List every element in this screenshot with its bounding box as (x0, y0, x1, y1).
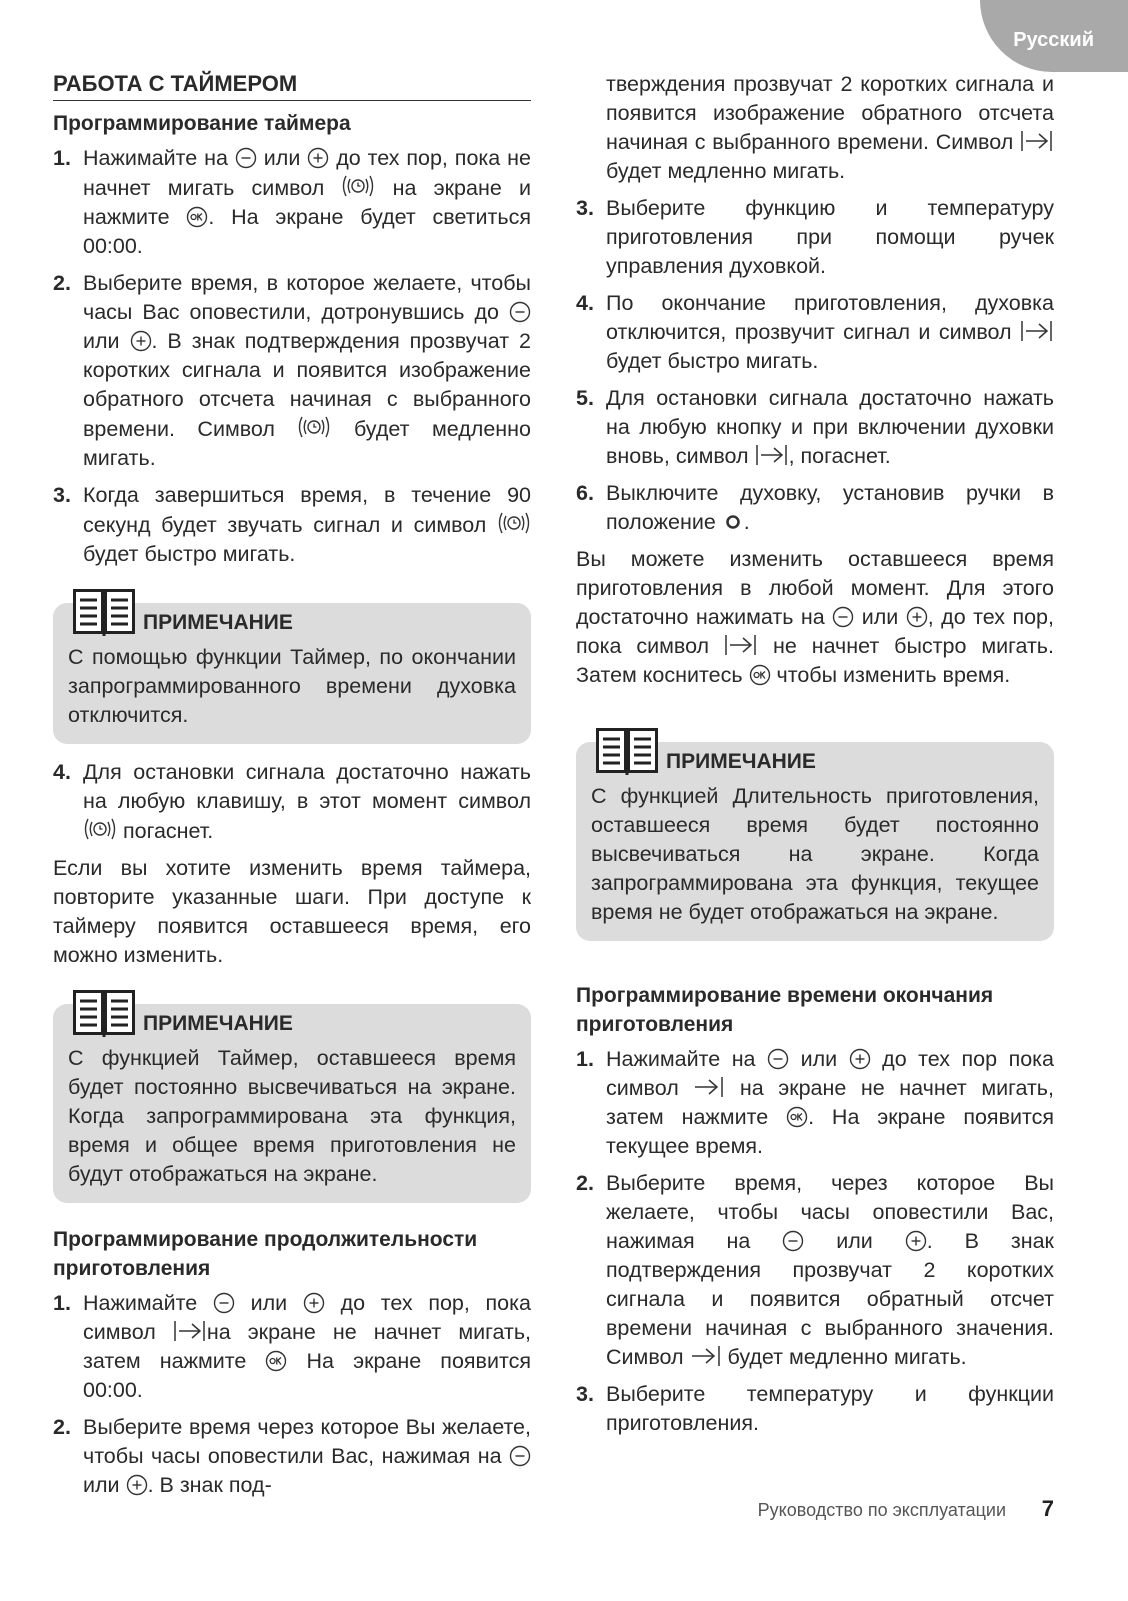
book-icon (596, 728, 658, 776)
subheading-end-time: Программирование времени окончания приготовления (576, 984, 994, 1036)
footer-manual-title: Руководство по эксплуатации (757, 1500, 1006, 1520)
duration-icon (1020, 320, 1054, 344)
item-number: 4. (53, 760, 71, 784)
list-item (576, 194, 1054, 281)
text: Для остановки сигнала достаточно нажать на любую кнопку и при включении духовки вновь, символ (606, 386, 1054, 468)
duration-icon (1020, 130, 1054, 154)
ok-icon (265, 1349, 287, 1373)
note-box (53, 603, 531, 744)
paragraph (576, 545, 1054, 690)
item-number: 3. (53, 483, 71, 507)
text: Нажимайте (83, 1291, 198, 1315)
text: . На экране появится текущее время. (606, 1105, 1054, 1158)
item-number: 5. (576, 386, 594, 410)
text: до тех пор пока символ (606, 1047, 1055, 1100)
text: будет медленно мигать. (83, 417, 531, 470)
end-time-steps (576, 1045, 1054, 1438)
minus-icon (235, 146, 257, 170)
text: погаснет. (122, 819, 214, 843)
plus-icon (303, 1291, 325, 1315)
note-text: С функцией Длительность приготовления, оставшееся время будет постоянно высвечиваться на экране. Когда запрограммирована эта функция, текущее время не будет отображаться на экране. (591, 784, 1039, 924)
continued-text (576, 70, 1054, 186)
item-number: 1. (576, 1047, 594, 1071)
note-title: ПРИМЕЧАНИЕ (143, 1012, 293, 1035)
list-item (576, 289, 1054, 376)
minus-icon (509, 1444, 531, 1468)
list-item (576, 384, 1054, 471)
text: . В знак подтверждения прозвучат 2 коротких сигнала и появится обратный отсчет времени начиная с выбранного значения. Символ (606, 1229, 1054, 1369)
item-number: 4. (576, 291, 594, 315)
text: Нажимайте на (83, 146, 228, 170)
text: тверждения прозвучат 2 коротких сигнала и появится изображение обратного отсчета начиная с выбранного времени. Символ (606, 72, 1054, 154)
subheading-duration: Программирование продолжительности приготовления (53, 1228, 478, 1280)
text: до тех пор, пока символ (83, 1291, 531, 1344)
note-title: ПРИМЕЧАНИЕ (143, 611, 293, 634)
page-number: 7 (1041, 1496, 1054, 1521)
plus-icon (307, 146, 329, 170)
text: или (83, 1473, 120, 1497)
note-text: С помощью функции Таймер, по окончании запрограммированного времени духовка отключится. (68, 645, 516, 727)
note-box (576, 742, 1054, 941)
duration-icon (173, 1320, 207, 1344)
text: на экране не начнет мигать, затем нажмите (83, 1320, 531, 1373)
text: Выберите функцию и температуру приготовления при помощи ручек управления духовкой. (606, 196, 1054, 278)
text: или (83, 329, 120, 353)
ok-icon (186, 205, 208, 229)
timer-bell-icon (83, 819, 117, 843)
minus-icon (782, 1229, 804, 1253)
text: Выберите время через которое Вы желаете, чтобы часы оповестили Вас, нажимая на (83, 1415, 531, 1468)
list-item (53, 1289, 531, 1405)
text: Для остановки сигнала достаточно нажать на любую клавишу, в этот момент символ (83, 760, 531, 813)
paragraph: Если вы хотите изменить время таймера, повторите указанные шаги. При доступе к таймеру появится оставшееся время, его можно изменить. (53, 856, 531, 967)
text: будет быстро мигать. (606, 349, 819, 373)
minus-icon (832, 605, 854, 629)
right-column (576, 70, 1054, 1446)
book-icon (73, 990, 135, 1038)
text: чтобы изменить время. (776, 663, 1011, 687)
timer-steps (53, 144, 531, 569)
item-number: 2. (53, 271, 71, 295)
item-number: 6. (576, 481, 594, 505)
list-item (576, 1169, 1054, 1372)
item-number: 2. (53, 1415, 71, 1439)
text: На экране появится 00:00. (83, 1349, 531, 1402)
timer-steps-continued (53, 758, 531, 846)
text: , до тех пор, пока символ (576, 605, 1054, 658)
ok-icon (786, 1105, 808, 1129)
timer-bell-icon (497, 513, 531, 537)
text: Вы можете изменить оставшееся время приготовления в любой момент. Для этого достаточно нажимать на (576, 547, 1054, 629)
ok-icon (749, 663, 771, 687)
text: не начнет быстро мигать. Затем коснитесь (576, 634, 1054, 687)
list-item (576, 1045, 1054, 1161)
duration-steps (53, 1289, 531, 1500)
text: . На экране будет светиться 00:00. (83, 205, 531, 258)
language-tab (980, 0, 1128, 72)
text: Когда завершиться время, в течение 90 секунд будет звучать сигнал и символ (83, 483, 531, 537)
item-number: 3. (576, 196, 594, 220)
note-title: ПРИМЕЧАНИЕ (666, 750, 816, 773)
end-time-icon (690, 1345, 722, 1369)
duration-icon (755, 444, 789, 468)
plus-icon (849, 1047, 871, 1071)
minus-icon (509, 300, 531, 324)
timer-bell-icon (297, 417, 331, 441)
list-item (53, 144, 531, 261)
language-label: Русский (1013, 29, 1094, 51)
end-time-icon (693, 1076, 725, 1100)
minus-icon (767, 1047, 789, 1071)
text: Выберите время, через которое Вы желаете, чтобы часы оповестили Вас, нажимая на (606, 1171, 1054, 1253)
text: . В знак подтверждения прозвучат 2 коротких сигнала и появится изображение обратного отсчета начиная с выбранного времени. Символ (83, 329, 531, 441)
item-number: 3. (576, 1382, 594, 1406)
item-number: 1. (53, 1291, 71, 1315)
list-item (576, 479, 1054, 537)
text: будет медленно мигать. (727, 1345, 967, 1369)
plus-icon (130, 329, 152, 353)
text: будет медленно мигать. (606, 159, 846, 183)
plus-icon (126, 1473, 148, 1497)
off-position-icon (722, 510, 744, 534)
list-item (53, 1413, 531, 1500)
text: Выберите время, в которое желаете, чтобы часы Вас оповестили, дотронувшись до (83, 271, 531, 324)
plus-icon (906, 605, 928, 629)
section-heading: РАБОТА С ТАЙМЕРОМ (53, 70, 531, 101)
plus-icon (905, 1229, 927, 1253)
text: на экране и нажмите (83, 176, 531, 229)
text: или (861, 605, 899, 629)
text: или (836, 1229, 873, 1253)
book-icon (73, 589, 135, 637)
text: или (800, 1047, 838, 1071)
text: Нажимайте на (606, 1047, 756, 1071)
list-item (53, 758, 531, 846)
minus-icon (213, 1291, 235, 1315)
text: до тех пор, пока не начнет мигать символ (83, 146, 531, 200)
text: или (263, 146, 301, 170)
note-text: С функцией Таймер, оставшееся время будет постоянно высвечиваться на экране. Когда запрограммирована эта функция, время и общее время приготовления не будут отображаться на экране. (68, 1046, 516, 1186)
item-number: 1. (53, 146, 71, 170)
text: будет быстро мигать. (83, 542, 296, 566)
text: , погаснет. (788, 444, 891, 468)
item-number: 2. (576, 1171, 594, 1195)
list-item (53, 269, 531, 473)
note-box (53, 1004, 531, 1203)
list-item (576, 1380, 1054, 1438)
text: на экране не начнет мигать, затем нажмите (606, 1076, 1054, 1129)
subheading-timer: Программирование таймера (53, 112, 351, 135)
text: Выключите духовку, установив ручки в положение (606, 481, 1054, 534)
left-column (53, 70, 531, 1508)
text: По окончание приготовления, духовка отключится, прозвучит сигнал и символ (606, 291, 1054, 344)
text: . (743, 510, 750, 534)
text: или (250, 1291, 288, 1315)
duration-icon (724, 634, 758, 658)
timer-bell-icon (341, 176, 375, 200)
duration-steps-continued (576, 194, 1054, 537)
list-item (53, 481, 531, 569)
text: . В знак под- (147, 1473, 272, 1497)
text: Выберите температуру и функции приготовления. (606, 1382, 1054, 1435)
